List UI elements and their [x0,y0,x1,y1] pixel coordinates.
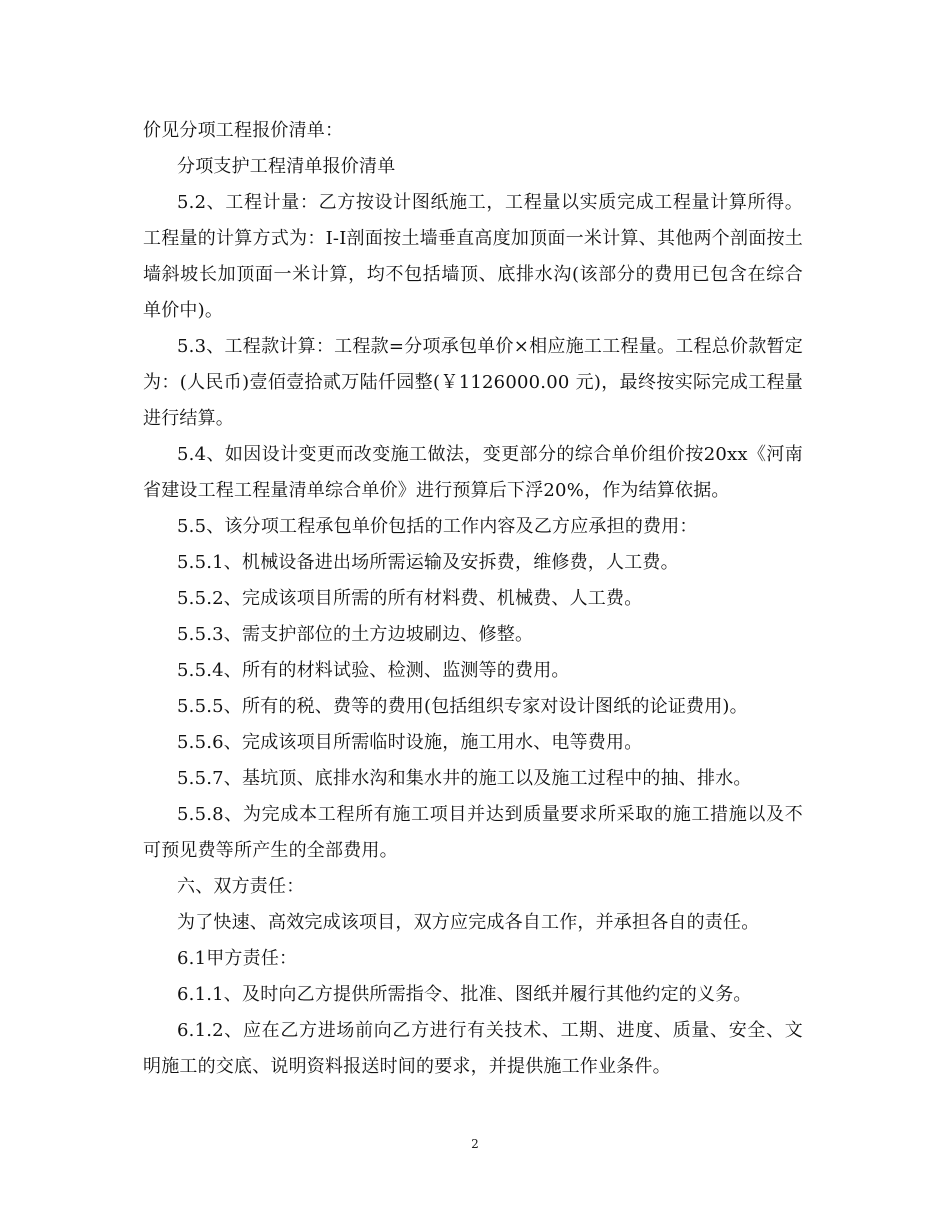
paragraph: 6.1.2、应在乙方进场前向乙方进行有关技术、工期、进度、质量、安全、文明施工的交底、说明资料报送时间的要求，并提供施工作业条件。 [143,1020,803,1077]
paragraph: 分项支护工程清单报价清单 [177,156,396,177]
subsection-heading: 6.1甲方责任： [177,948,298,969]
document-body [143,113,803,1085]
paragraph: 价见分项工程报价清单： [143,120,344,141]
paragraph: 为了快速、高效完成该项目，双方应完成各自工作，并承担各自的责任。 [177,912,760,933]
paragraph: 5.5.4、所有的材料试验、检测、监测等的费用。 [177,660,570,681]
section-heading: 六、双方责任： [177,876,305,897]
paragraph: 5.2、工程计量：乙方按设计图纸施工，工程量以实质完成工程量计算所得。工程量的计算方式为：I-I剖面按土墙垂直高度加顶面一米计算、其他两个剖面按土墙斜坡长加顶面一米计算，均不包括墙顶、底排水沟(该部分的费用已包含在综合单价中)。 [143,192,803,321]
paragraph: 5.5.1、机械设备进出场所需运输及安拆费，维修费，人工费。 [177,552,679,573]
paragraph: 5.5.3、需支护部位的土方边坡刷边、修整。 [177,624,534,645]
paragraph: 5.5、该分项工程承包单价包括的工作内容及乙方应承担的费用： [177,516,698,537]
paragraph: 5.5.7、基坑顶、底排水沟和集水井的施工以及施工过程中的抽、排水。 [177,768,752,789]
paragraph: 5.3、工程款计算：工程款=分项承包单价×相应施工工程量。工程总价款暂定为：(人民币)壹佰壹拾贰万陆仟园整(￥1126000.00 元)，最终按实际完成工程量进行结算。 [143,336,803,429]
paragraph: 5.5.6、完成该项目所需临时设施，施工用水、电等费用。 [177,732,643,753]
paragraph: 6.1.1、及时向乙方提供所需指令、批准、图纸并履行其他约定的义务。 [177,984,752,1005]
paragraph: 5.5.8、为完成本工程所有施工项目并达到质量要求所采取的施工措施以及不可预见费等所产生的全部费用。 [143,804,803,861]
paragraph: 5.5.5、所有的税、费等的费用(包括组织专家对设计图纸的论证费用)。 [177,696,748,717]
paragraph: 5.5.2、完成该项目所需的所有材料费、机械费、人工费。 [177,588,643,609]
page-number: 2 [471,1137,479,1151]
paragraph: 5.4、如因设计变更而改变施工做法，变更部分的综合单价组价按20xx《河南省建设工程工程量清单综合单价》进行预算后下浮20%，作为结算依据。 [143,444,803,501]
